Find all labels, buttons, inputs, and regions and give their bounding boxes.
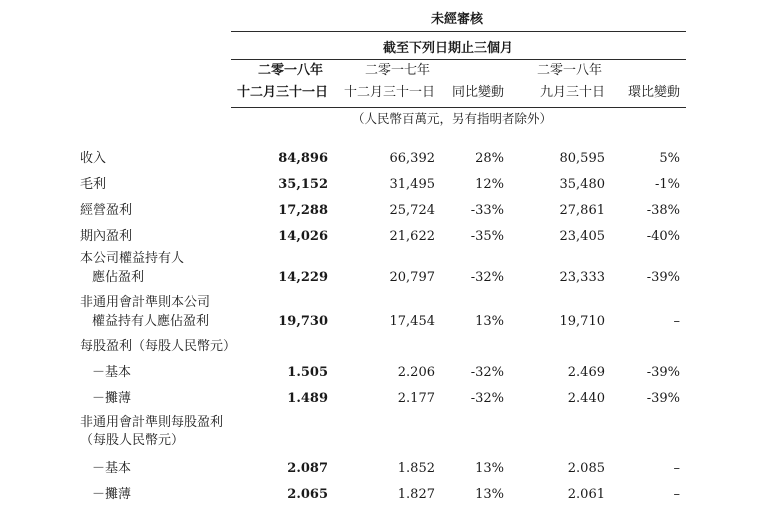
column-header-line2: 十二月三十一日	[236, 85, 328, 100]
value-cell: 14,229	[278, 270, 328, 285]
value-cell: 35,480	[559, 177, 605, 192]
value-cell: 2.085	[567, 461, 605, 476]
value-cell: 84,896	[278, 151, 328, 166]
column-header-qoq	[580, 60, 680, 104]
row-label: －攤薄	[92, 391, 132, 406]
value-cell: 12%	[475, 177, 504, 192]
column-header-line1: 二零一八年	[257, 63, 323, 78]
row-label: 非通用會計準則每股盈利	[80, 415, 224, 430]
column-header-line1	[580, 60, 680, 82]
value-cell: 35,152	[278, 177, 328, 192]
row-label: 期內盈利	[80, 229, 133, 244]
value-cell: 2.087	[287, 461, 328, 476]
value-cell: 14,026	[278, 229, 328, 244]
value-cell: -40%	[646, 229, 680, 244]
value-cell: 1.505	[287, 365, 328, 380]
value-cell: 1.489	[287, 391, 328, 406]
column-header-line1: 二零一七年	[364, 63, 430, 78]
value-cell: 80,595	[559, 151, 605, 166]
column-header-line1: 二零一八年	[536, 63, 602, 78]
row-label: 每股盈利（每股人民幣元）	[80, 339, 237, 354]
value-cell: 19,710	[559, 314, 605, 329]
value-cell: 27,861	[559, 203, 605, 218]
row-label: 經營盈利	[80, 203, 133, 218]
row-label: 非通用會計準則本公司	[80, 295, 211, 310]
value-cell: –	[673, 461, 680, 476]
table-row	[0, 460, 757, 482]
value-cell: 1.852	[397, 461, 435, 476]
value-cell: -38%	[646, 203, 680, 218]
table-section-heading	[0, 414, 757, 454]
column-header-line2: 同比變動	[451, 85, 504, 100]
table-title: 未經審核	[431, 12, 484, 27]
table-row	[0, 294, 757, 340]
value-cell: 2.469	[567, 365, 605, 380]
value-cell: -32%	[470, 270, 504, 285]
value-cell: 13%	[475, 461, 504, 476]
value-cell: -1%	[654, 177, 680, 192]
row-label: 本公司權益持有人	[80, 251, 185, 266]
value-cell: 2.206	[397, 365, 435, 380]
value-cell: 2.065	[287, 487, 328, 502]
value-cell: 20,797	[389, 270, 435, 285]
row-label-continued: （每股人民幣元）	[80, 433, 185, 448]
row-label-continued: 權益持有人應佔盈利	[92, 314, 210, 329]
row-label-continued: 應佔盈利	[92, 270, 145, 285]
column-header-underline	[231, 107, 686, 108]
units-note: （人民幣百萬元，另有指明者除外）	[352, 111, 553, 126]
column-header-2018q4	[228, 60, 328, 104]
title-underline	[231, 31, 686, 32]
value-cell: 13%	[475, 487, 504, 502]
row-label: －基本	[92, 365, 132, 380]
column-header-line2: 九月三十日	[539, 85, 605, 100]
row-label: －攤薄	[92, 487, 132, 502]
row-label: 收入	[80, 151, 107, 166]
value-cell: 5%	[659, 151, 680, 166]
value-cell: 23,405	[559, 229, 605, 244]
value-cell: -39%	[646, 391, 680, 406]
value-cell: 23,333	[559, 270, 605, 285]
value-cell: -35%	[470, 229, 504, 244]
row-label: 毛利	[80, 177, 107, 192]
row-label: －基本	[92, 461, 132, 476]
value-cell: 66,392	[389, 151, 435, 166]
value-cell: 17,288	[278, 203, 328, 218]
value-cell: 13%	[475, 314, 504, 329]
column-header-line1	[404, 60, 504, 82]
table-row	[0, 202, 757, 224]
period-heading: 截至下列日期止三個月	[383, 41, 514, 56]
value-cell: 1.827	[397, 487, 435, 502]
value-cell: 25,724	[389, 203, 435, 218]
column-header-line2: 十二月三十一日	[343, 85, 435, 100]
table-row	[0, 486, 757, 508]
value-cell: 2.061	[567, 487, 605, 502]
table-row	[0, 364, 757, 386]
value-cell: 21,622	[389, 229, 435, 244]
value-cell: –	[673, 487, 680, 502]
table-row	[0, 228, 757, 250]
value-cell: 2.177	[397, 391, 435, 406]
table-row	[0, 390, 757, 412]
value-cell: –	[673, 314, 680, 329]
table-row	[0, 176, 757, 198]
value-cell: -39%	[646, 270, 680, 285]
value-cell: 31,495	[389, 177, 435, 192]
table-row	[0, 250, 757, 296]
value-cell: -39%	[646, 365, 680, 380]
column-header-yoy	[404, 60, 504, 104]
value-cell: 28%	[475, 151, 504, 166]
value-cell: -33%	[470, 203, 504, 218]
table-section-heading	[0, 338, 757, 360]
value-cell: 2.440	[567, 391, 605, 406]
value-cell: 17,454	[389, 314, 435, 329]
value-cell: -32%	[470, 365, 504, 380]
value-cell: 19,730	[278, 314, 328, 329]
table-row	[0, 150, 757, 172]
value-cell: -32%	[470, 391, 504, 406]
column-header-line2: 環比變動	[627, 85, 680, 100]
